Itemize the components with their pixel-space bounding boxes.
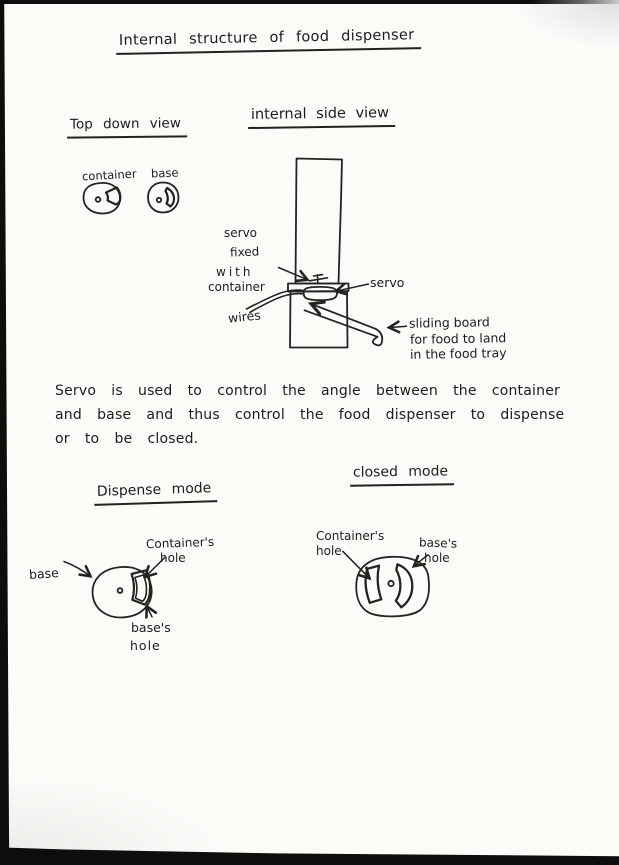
label-dispense-base: base: [28, 564, 60, 583]
topdown-container-wedge: [106, 188, 120, 205]
label-closed-containers-hole-line1: Container's: [316, 529, 385, 543]
description-line2: and base and thus control the food dispenser to dispense: [55, 407, 565, 423]
label-servo-fixed-line3: with: [216, 265, 254, 279]
label-closed-bases-hole-line2: hole: [424, 551, 450, 565]
label-dispense-bases-hole-line1: base's: [131, 620, 171, 635]
heading-internal-side-view: internal side view: [248, 105, 395, 129]
heading-top-down-view: Top down view: [67, 115, 187, 138]
description-line1: Servo is used to control the angle between the container: [55, 383, 560, 399]
label-dispense-bases-hole-line2: hole: [130, 638, 161, 653]
label-servo-fixed-line4: container: [208, 280, 265, 294]
label-topdown-container: container: [81, 166, 137, 184]
sideview-container-rect: [296, 159, 343, 284]
leader-sliding-board-arrow: [389, 326, 407, 327]
closed-center-dot: [388, 581, 393, 586]
label-servo-fixed-line1: servo: [224, 226, 258, 240]
label-closed-containers-hole-line2: hole: [316, 544, 342, 558]
label-dispense-containers-hole-line2: hole: [160, 551, 186, 565]
label-servo-fixed-line2: fixed: [229, 244, 260, 260]
leader-servo-fixed-arrow: [279, 268, 308, 280]
page-title: Internal structure of food dispenser: [116, 27, 421, 55]
closed-containers-hole-wedge: [366, 566, 382, 603]
label-servo: servo: [370, 275, 405, 290]
topdown-base-hole-dot: [157, 198, 161, 202]
label-dispense-containers-hole-line1: Container's: [145, 534, 215, 552]
leader-dispense-base-arrow: [64, 562, 91, 577]
closed-bases-hole-wedge: [396, 564, 413, 607]
description-line3: or to be closed.: [55, 431, 199, 447]
leader-dispense-bases-hole: [147, 606, 152, 617]
dispense-center-dot: [118, 588, 123, 593]
heading-closed-mode: closed mode: [350, 463, 454, 486]
scan-edge-top: [0, 0, 619, 4]
topdown-container-hole-dot: [96, 197, 101, 202]
label-closed-bases-hole-line1: base's: [418, 535, 458, 551]
heading-dispense-mode: Dispense mode: [94, 480, 218, 506]
label-sliding-board-line3: in the food tray: [409, 345, 507, 362]
label-wires: wires: [227, 307, 262, 326]
label-topdown-base: base: [150, 165, 179, 181]
dispense-aligned-holes-inner: [135, 575, 147, 601]
topdown-base-wedge: [166, 188, 175, 207]
leader-servo-right-arrow: [336, 284, 369, 291]
sideview-servo-horn: [310, 275, 328, 283]
label-sliding-board-line2: for food to land: [409, 330, 507, 347]
sideview-servo-body: [304, 287, 337, 300]
label-sliding-board-line1: sliding board: [408, 314, 490, 331]
